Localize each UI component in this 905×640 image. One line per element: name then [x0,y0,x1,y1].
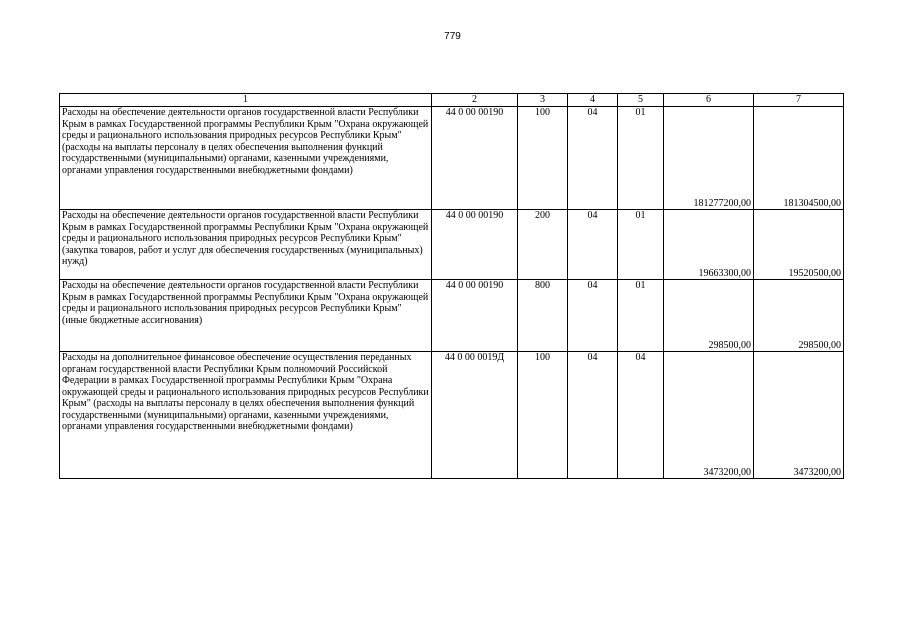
row-amount-year2: 298500,00 [754,280,844,352]
table-row [60,107,844,210]
table-header-row [60,94,844,107]
row-amount-year1: 298500,00 [664,280,754,352]
column-header-4: 4 [568,94,618,107]
row-description: Расходы на обеспечение деятельности органов государственной власти Республики Крым в рамках Государственной программы Республики Крым "Охрана окружающей среды и рационального использования природных ресурсов Республики Крым" (иные бюджетные ассигнования) [60,280,432,352]
row-description: Расходы на дополнительное финансовое обеспечение осуществления переданных органам государственной власти Республики Крым полномочий Российской Федерации в рамках Государственной программы Республики Крым "Охрана окружающей среды и рационального использования природных ресурсов Республики Крым" (расходы на выплаты персоналу в целях обеспечения выполнения функций государственными (муниципальными) органами, казенными учреждениями, органами управления государственными внебюджетными фондами) [60,352,432,479]
row-amount-year1: 3473200,00 [664,352,754,479]
column-header-2: 2 [432,94,518,107]
table-row [60,352,844,479]
column-header-6: 6 [664,94,754,107]
row-expense-type: 100 [518,352,568,479]
row-amount-year2: 19520500,00 [754,210,844,280]
row-amount-year1: 181277200,00 [664,107,754,210]
row-expense-type: 800 [518,280,568,352]
row-subsection: 04 [618,352,664,479]
row-subsection: 01 [618,210,664,280]
row-target-code: 44 0 00 00190 [432,210,518,280]
budget-table [59,93,844,479]
table-row [60,210,844,280]
row-expense-type: 200 [518,210,568,280]
row-target-code: 44 0 00 00190 [432,107,518,210]
row-section: 04 [568,210,618,280]
row-expense-type: 100 [518,107,568,210]
row-description: Расходы на обеспечение деятельности органов государственной власти Республики Крым в рамках Государственной программы Республики Крым "Охрана окружающей среды и рационального использования природных ресурсов Республики Крым" (закупка товаров, работ и услуг для обеспечения государственных (муниципальных) нужд) [60,210,432,280]
row-target-code: 44 0 00 00190 [432,280,518,352]
table-row [60,280,844,352]
column-header-5: 5 [618,94,664,107]
page-number: 779 [444,31,461,42]
column-header-3: 3 [518,94,568,107]
row-amount-year2: 181304500,00 [754,107,844,210]
row-section: 04 [568,107,618,210]
row-subsection: 01 [618,280,664,352]
row-description: Расходы на обеспечение деятельности органов государственной власти Республики Крым в рамках Государственной программы Республики Крым "Охрана окружающей среды и рационального использования природных ресурсов Республики Крым" (расходы на выплаты персоналу в целях обеспечения выполнения функций государственными (муниципальными) органами, казенными учреждениями, органами управления государственными внебюджетными фондами) [60,107,432,210]
row-section: 04 [568,352,618,479]
row-section: 04 [568,280,618,352]
column-header-1: 1 [60,94,432,107]
column-header-7: 7 [754,94,844,107]
row-amount-year2: 3473200,00 [754,352,844,479]
row-target-code: 44 0 00 0019Д [432,352,518,479]
row-subsection: 01 [618,107,664,210]
row-amount-year1: 19663300,00 [664,210,754,280]
